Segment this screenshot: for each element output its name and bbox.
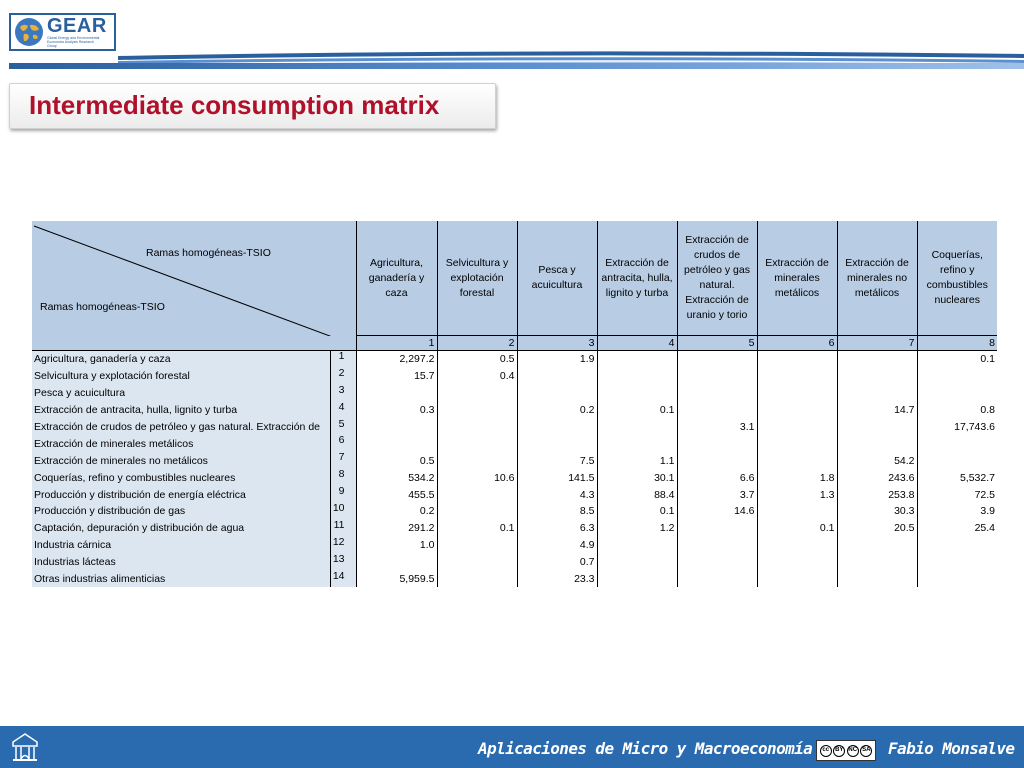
- table-cell: [757, 402, 837, 419]
- table-cell: 4.9: [517, 537, 597, 554]
- table-cell: 141.5: [517, 469, 597, 486]
- row-label: Extracción de minerales metálicos: [32, 435, 330, 452]
- table-cell: [677, 554, 757, 571]
- table-cell: 30.1: [597, 469, 677, 486]
- column-number-row: [32, 336, 997, 351]
- table-corner: [32, 221, 356, 336]
- row-label: Pesca y acuicultura: [32, 385, 330, 402]
- column-header: Agricultura, ganadería y caza: [356, 221, 437, 336]
- table-cell: [757, 435, 837, 452]
- table-row: [32, 537, 997, 554]
- table-cell: [597, 435, 677, 452]
- table-cell: 0.1: [757, 520, 837, 537]
- table-cell: [917, 571, 997, 588]
- column-header: Extracción de antracita, hulla, lignito y turba: [597, 221, 677, 336]
- logo-subtitle: Global Energy and Environmental Economics Analysis Research Group: [47, 36, 100, 48]
- table-cell: [837, 368, 917, 385]
- table-cell: [677, 402, 757, 419]
- table-cell: [356, 435, 437, 452]
- table-cell: [437, 571, 517, 588]
- table-cell: 5,959.5: [356, 571, 437, 588]
- row-label: Coquerías, refino y combustibles nucleares: [32, 469, 330, 486]
- row-number: 11: [330, 520, 356, 537]
- cc-license-badge: [816, 740, 876, 761]
- column-number: 7: [837, 336, 917, 351]
- column-header: Extracción de minerales no metálicos: [837, 221, 917, 336]
- table-cell: [437, 554, 517, 571]
- table-cell: 14.7: [837, 402, 917, 419]
- row-label: Extracción de minerales no metálicos: [32, 452, 330, 469]
- column-number: 8: [917, 336, 997, 351]
- row-number: 7: [330, 452, 356, 469]
- table-cell: 6.3: [517, 520, 597, 537]
- table-cell: [837, 554, 917, 571]
- table-cell: [677, 368, 757, 385]
- table-cell: 0.4: [437, 368, 517, 385]
- column-number: 1: [356, 336, 437, 351]
- table-cell: 54.2: [837, 452, 917, 469]
- table-cell: 88.4: [597, 486, 677, 503]
- column-header: Pesca y acuicultura: [517, 221, 597, 336]
- table-row: [32, 486, 997, 503]
- table-cell: 5,532.7: [917, 469, 997, 486]
- row-number: 12: [330, 537, 356, 554]
- table-cell: 20.5: [837, 520, 917, 537]
- table-cell: [757, 503, 837, 520]
- intermediate-consumption-table: [32, 221, 997, 587]
- table-cell: [677, 435, 757, 452]
- table-cell: [917, 435, 997, 452]
- table-cell: 0.7: [517, 554, 597, 571]
- table-cell: [597, 419, 677, 436]
- table-cell: 3.7: [677, 486, 757, 503]
- table-cell: [677, 571, 757, 588]
- table-cell: [917, 368, 997, 385]
- table-cell: 1.3: [757, 486, 837, 503]
- table-cell: 0.5: [437, 351, 517, 368]
- column-number-blank: [32, 336, 356, 351]
- table-cell: 3.1: [677, 419, 757, 436]
- row-label: Industrias lácteas: [32, 554, 330, 571]
- table-cell: [837, 435, 917, 452]
- table-cell: 30.3: [837, 503, 917, 520]
- row-number: 14: [330, 571, 356, 588]
- table-cell: [597, 351, 677, 368]
- table-row: [32, 469, 997, 486]
- table-cell: [837, 351, 917, 368]
- table-cell: 0.8: [917, 402, 997, 419]
- row-label: Captación, depuración y distribución de agua: [32, 520, 330, 537]
- table-cell: 72.5: [917, 486, 997, 503]
- row-label: Extracción de antracita, hulla, lignito y turba: [32, 402, 330, 419]
- table-cell: 0.1: [597, 503, 677, 520]
- row-number: 3: [330, 385, 356, 402]
- corner-bottom-label: Ramas homogéneas-TSIO: [40, 301, 165, 313]
- table-cell: [757, 554, 837, 571]
- table-cell: [917, 554, 997, 571]
- table-cell: 0.2: [517, 402, 597, 419]
- table-row: [32, 402, 997, 419]
- table-header-row: [32, 221, 997, 336]
- row-number: 10: [330, 503, 356, 520]
- row-number: 13: [330, 554, 356, 571]
- table-cell: [677, 537, 757, 554]
- column-header: Coquerías, refino y combustibles nucleares: [917, 221, 997, 336]
- table-cell: 0.2: [356, 503, 437, 520]
- table-cell: 0.3: [356, 402, 437, 419]
- column-header: Extracción de minerales metálicos: [757, 221, 837, 336]
- column-header: Selvicultura y explotación forestal: [437, 221, 517, 336]
- table-cell: [597, 385, 677, 402]
- table-cell: [437, 537, 517, 554]
- row-number: 4: [330, 402, 356, 419]
- table-cell: [837, 419, 917, 436]
- table-cell: 4.3: [517, 486, 597, 503]
- table-cell: 243.6: [837, 469, 917, 486]
- row-label: Selvicultura y explotación forestal: [32, 368, 330, 385]
- table-cell: 534.2: [356, 469, 437, 486]
- row-label: Agricultura, ganadería y caza: [32, 351, 330, 368]
- table-cell: [517, 385, 597, 402]
- table-cell: [757, 351, 837, 368]
- table-cell: 8.5: [517, 503, 597, 520]
- column-number: 2: [437, 336, 517, 351]
- table-row: [32, 385, 997, 402]
- header-underline: [9, 63, 1024, 69]
- table-cell: [757, 385, 837, 402]
- table-cell: [917, 537, 997, 554]
- table-row: [32, 503, 997, 520]
- table-cell: [356, 419, 437, 436]
- table-cell: [917, 452, 997, 469]
- table-cell: 1.9: [517, 351, 597, 368]
- table-cell: [757, 452, 837, 469]
- cc-icon: cc: [820, 745, 832, 757]
- column-number: 6: [757, 336, 837, 351]
- table-cell: 15.7: [356, 368, 437, 385]
- table-cell: 14.6: [677, 503, 757, 520]
- table-cell: 1.8: [757, 469, 837, 486]
- table-cell: [517, 435, 597, 452]
- by-icon: BY: [833, 745, 845, 757]
- table-cell: [677, 520, 757, 537]
- table-body: [32, 351, 997, 588]
- gear-logo: [9, 13, 116, 51]
- table-cell: 10.6: [437, 469, 517, 486]
- corner-top-label: Ramas homogéneas-TSIO: [146, 247, 271, 259]
- logo-name: GEAR: [47, 15, 107, 37]
- table-row: [32, 351, 997, 368]
- table-cell: [437, 452, 517, 469]
- table-cell: [437, 486, 517, 503]
- table-cell: [677, 452, 757, 469]
- university-emblem-icon: [10, 732, 40, 764]
- table-cell: [837, 537, 917, 554]
- table-cell: [517, 419, 597, 436]
- table-row: [32, 520, 997, 537]
- globe-icon: [14, 17, 44, 47]
- column-number: 4: [597, 336, 677, 351]
- table-cell: [677, 385, 757, 402]
- table-cell: [597, 554, 677, 571]
- table-cell: [757, 537, 837, 554]
- column-number: 3: [517, 336, 597, 351]
- table-cell: [597, 571, 677, 588]
- table-cell: [597, 368, 677, 385]
- table-cell: 291.2: [356, 520, 437, 537]
- table-cell: [437, 419, 517, 436]
- table-cell: 25.4: [917, 520, 997, 537]
- table-cell: [837, 385, 917, 402]
- table-cell: [356, 554, 437, 571]
- footer-bar: [0, 726, 1024, 768]
- table-cell: 7.5: [517, 452, 597, 469]
- table-cell: [677, 351, 757, 368]
- table-cell: [517, 368, 597, 385]
- table-cell: 3.9: [917, 503, 997, 520]
- table-cell: 6.6: [677, 469, 757, 486]
- row-label: Producción y distribución de gas: [32, 503, 330, 520]
- page-title: Intermediate consumption matrix: [29, 90, 440, 120]
- row-number: 8: [330, 469, 356, 486]
- row-number: 1: [330, 351, 356, 368]
- row-label: Industria cárnica: [32, 537, 330, 554]
- table-row: [32, 435, 997, 452]
- course-title: Aplicaciones de Micro y Macroeconomía: [478, 739, 813, 758]
- table-cell: [437, 503, 517, 520]
- table-cell: 1.1: [597, 452, 677, 469]
- table-cell: 455.5: [356, 486, 437, 503]
- table-cell: [757, 368, 837, 385]
- table-cell: 23.3: [517, 571, 597, 588]
- column-number: 5: [677, 336, 757, 351]
- row-label: Extracción de crudos de petróleo y gas natural. Extracción de: [32, 419, 330, 436]
- table-row: [32, 419, 997, 436]
- table-cell: [757, 571, 837, 588]
- table-cell: 17,743.6: [917, 419, 997, 436]
- table-cell: [356, 385, 437, 402]
- row-label: Otras industrias alimenticias: [32, 571, 330, 588]
- table-cell: 0.1: [597, 402, 677, 419]
- table-cell: [917, 385, 997, 402]
- row-number: 9: [330, 486, 356, 503]
- table-cell: 0.1: [437, 520, 517, 537]
- table-row: [32, 571, 997, 588]
- table-row: [32, 554, 997, 571]
- table-cell: [757, 419, 837, 436]
- row-number: 6: [330, 435, 356, 452]
- table-cell: 1.0: [356, 537, 437, 554]
- author-name: Fabio Monsalve: [888, 739, 1015, 758]
- table-cell: [837, 571, 917, 588]
- table-row: [32, 368, 997, 385]
- corner-diagonal: [32, 221, 356, 336]
- column-header: Extracción de crudos de petróleo y gas natural. Extracción de uranio y torio: [677, 221, 757, 336]
- title-box: [9, 83, 496, 129]
- table-cell: [597, 537, 677, 554]
- row-label: Producción y distribución de energía eléctrica: [32, 486, 330, 503]
- sa-icon: SA: [860, 745, 872, 757]
- table-cell: 0.1: [917, 351, 997, 368]
- table-cell: [437, 385, 517, 402]
- nc-icon: NC: [847, 745, 859, 757]
- table-cell: 0.5: [356, 452, 437, 469]
- table-cell: [437, 435, 517, 452]
- table-row: [32, 452, 997, 469]
- row-number: 5: [330, 419, 356, 436]
- row-number: 2: [330, 368, 356, 385]
- table-cell: 253.8: [837, 486, 917, 503]
- table-cell: 2,297.2: [356, 351, 437, 368]
- table-cell: 1.2: [597, 520, 677, 537]
- table-cell: [437, 402, 517, 419]
